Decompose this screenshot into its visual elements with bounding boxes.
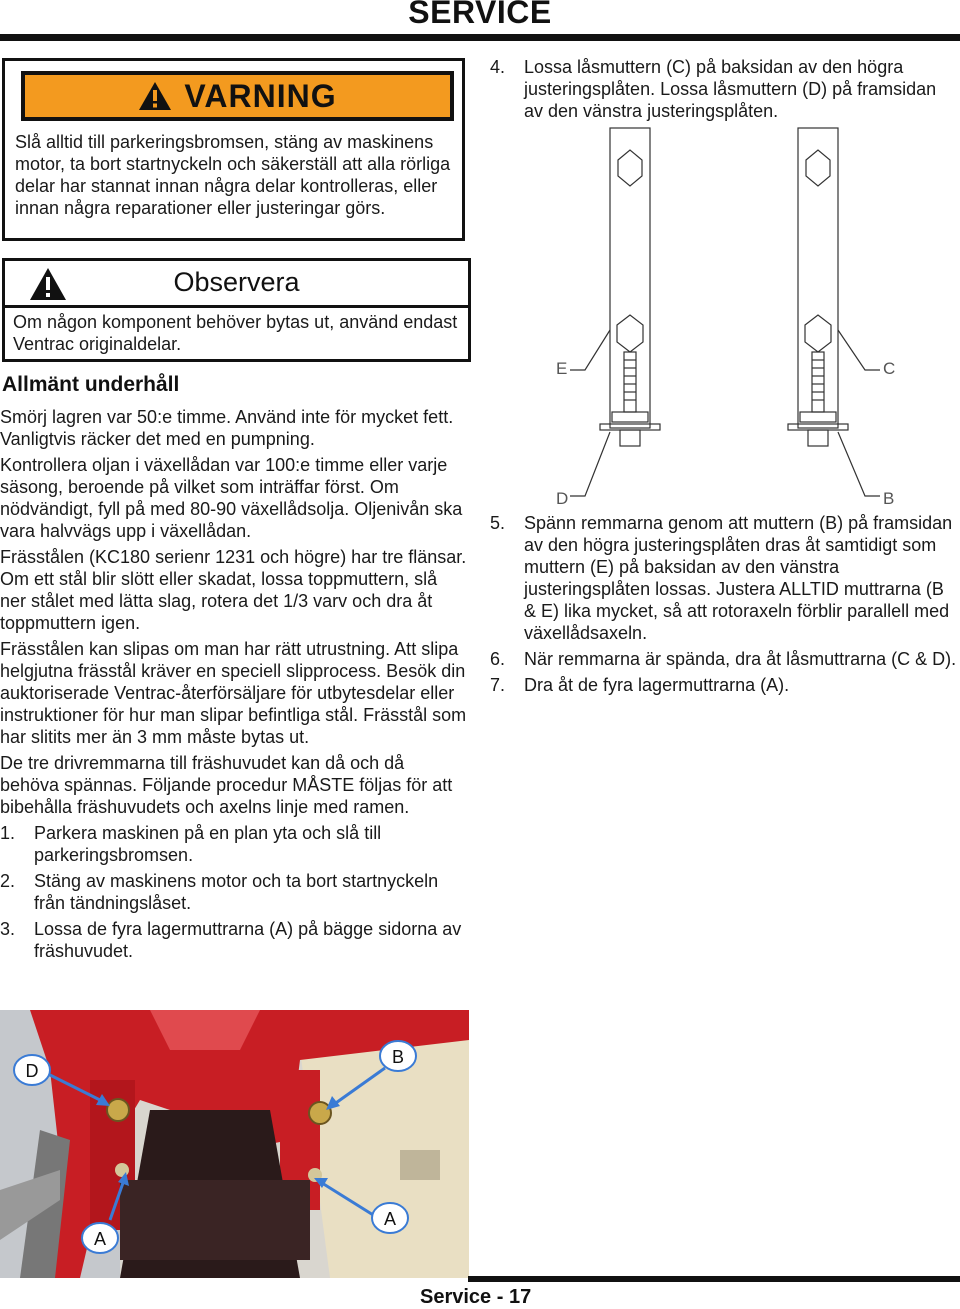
diagram-label-d: D	[556, 489, 569, 508]
notice-title: Observera	[173, 267, 300, 297]
warning-banner-label: VARNING	[184, 77, 337, 114]
diagram-label-c: C	[883, 359, 896, 378]
paragraph-gearbox-oil: Kontrollera oljan i växellådan var 100:e timme eller varje säsong, beroende på vilket som inträffar först. Om nödvändigt, fyll på med 80-90 växellådsolja. Oljenivån ska vara halvvägs upp i växellådan.	[0, 455, 463, 541]
adjustment-plate-diagram	[540, 120, 920, 510]
paragraph-belts: De tre drivremmarna till fräshuvudet kan då och då behöva spännas. Följande procedur MÅSTE följas för att bibehålla fräshuvudets och axelns linje med ramen.	[0, 753, 453, 817]
paragraph-tines: Frässtålen (KC180 serienr 1231 och högre) har tre flänsar. Om ett stål blir slött eller skadat, lossa toppmuttern, slå ner stålet med lätta slag, rotera det 1/3 varv och dra åt toppmuttern igen.	[0, 547, 467, 633]
step-text: När remmarna är spända, dra åt låsmuttrarna (C & D).	[524, 649, 957, 669]
section-heading: Allmänt underhåll	[2, 373, 180, 396]
page-header-title: SERVICE	[408, 0, 552, 30]
step-text: Parkera maskinen på en plan yta och slå till parkeringsbromsen.	[34, 823, 382, 865]
step-item	[490, 56, 955, 122]
right-column-top	[490, 56, 955, 126]
header-rule	[0, 34, 960, 41]
paragraph-lubrication: Smörj lagren var 50:e timme. Använd inte för mycket fett. Vanligtvis räcker det med en pumpning.	[0, 407, 454, 449]
step-number: 4.	[490, 57, 506, 77]
warning-banner	[21, 71, 454, 121]
tiller-photo	[0, 1010, 469, 1278]
photo-label-b: B	[391, 1047, 405, 1067]
warning-text: Slå alltid till parkeringsbromsen, stäng av maskinens motor, ta bort startnyckeln och säkerställ att alla rörliga delar har stannat innan några delar kontrolleras, eller innan några reparationer eller justeringar görs.	[15, 132, 451, 218]
step-item	[0, 822, 468, 866]
paragraph-sharpening: Frässtålen kan slipas om man har rätt utrustning. Att slipa helgjutna frässtål kräver en speciell slipprocess. Besök din auktoriserade Ventrac-återförsäljare för utbytesdelar eller instruktioner för hur man slipar befintliga stål. Frässtål som har slitits mer än 3 mm måste bytas ut.	[0, 639, 467, 747]
step-item	[0, 918, 468, 962]
step-text: Lossa låsmuttern (C) på baksidan av den högra justeringsplåten. Lossa låsmuttern (D) på framsidan av den vänstra justeringsplåten.	[524, 57, 937, 121]
step-item	[490, 648, 960, 670]
step-text: Dra åt de fyra lagermuttrarna (A).	[524, 675, 790, 695]
step-number: 5.	[490, 513, 506, 533]
step-item	[490, 512, 960, 644]
step-number: 2.	[0, 871, 16, 891]
step-number: 6.	[490, 649, 506, 669]
step-item	[490, 674, 960, 696]
step-text: Lossa de fyra lagermuttrarna (A) på bägge sidorna av fräshuvudet.	[34, 919, 462, 961]
left-column	[0, 406, 468, 966]
step-text: Stäng av maskinens motor och ta bort startnyckeln från tändningslåset.	[34, 871, 439, 913]
footer-rule	[468, 1276, 960, 1282]
photo-label-a-right: A	[383, 1209, 397, 1229]
photo-label-d: D	[25, 1061, 39, 1081]
diagram-label-b: B	[883, 489, 895, 508]
notice-box	[2, 258, 471, 362]
photo-label-a-left: A	[93, 1229, 107, 1249]
warning-triangle-icon	[138, 81, 172, 111]
step-number: 7.	[490, 675, 506, 695]
step-text: Spänn remmarna genom att muttern (B) på framsidan av den högra justeringsplåten dras åt samtidigt som muttern (E) på baksidan av den vänstra justeringsplåten lossas. Justera ALLTID muttrarna (B & E) lika mycket, så att rotoraxeln förblir parallell med växellådsaxeln.	[524, 513, 953, 643]
step-number: 3.	[0, 919, 16, 939]
diagram-label-e: E	[556, 359, 568, 378]
right-column-bottom	[490, 512, 960, 700]
warning-box	[2, 58, 465, 241]
step-item	[0, 870, 468, 914]
step-number: 1.	[0, 823, 16, 843]
notice-divider	[5, 305, 468, 308]
notice-text: Om någon komponent behöver bytas ut, använd endast Ventrac originaldelar.	[13, 312, 458, 354]
page-footer: Service - 17	[420, 1286, 532, 1308]
